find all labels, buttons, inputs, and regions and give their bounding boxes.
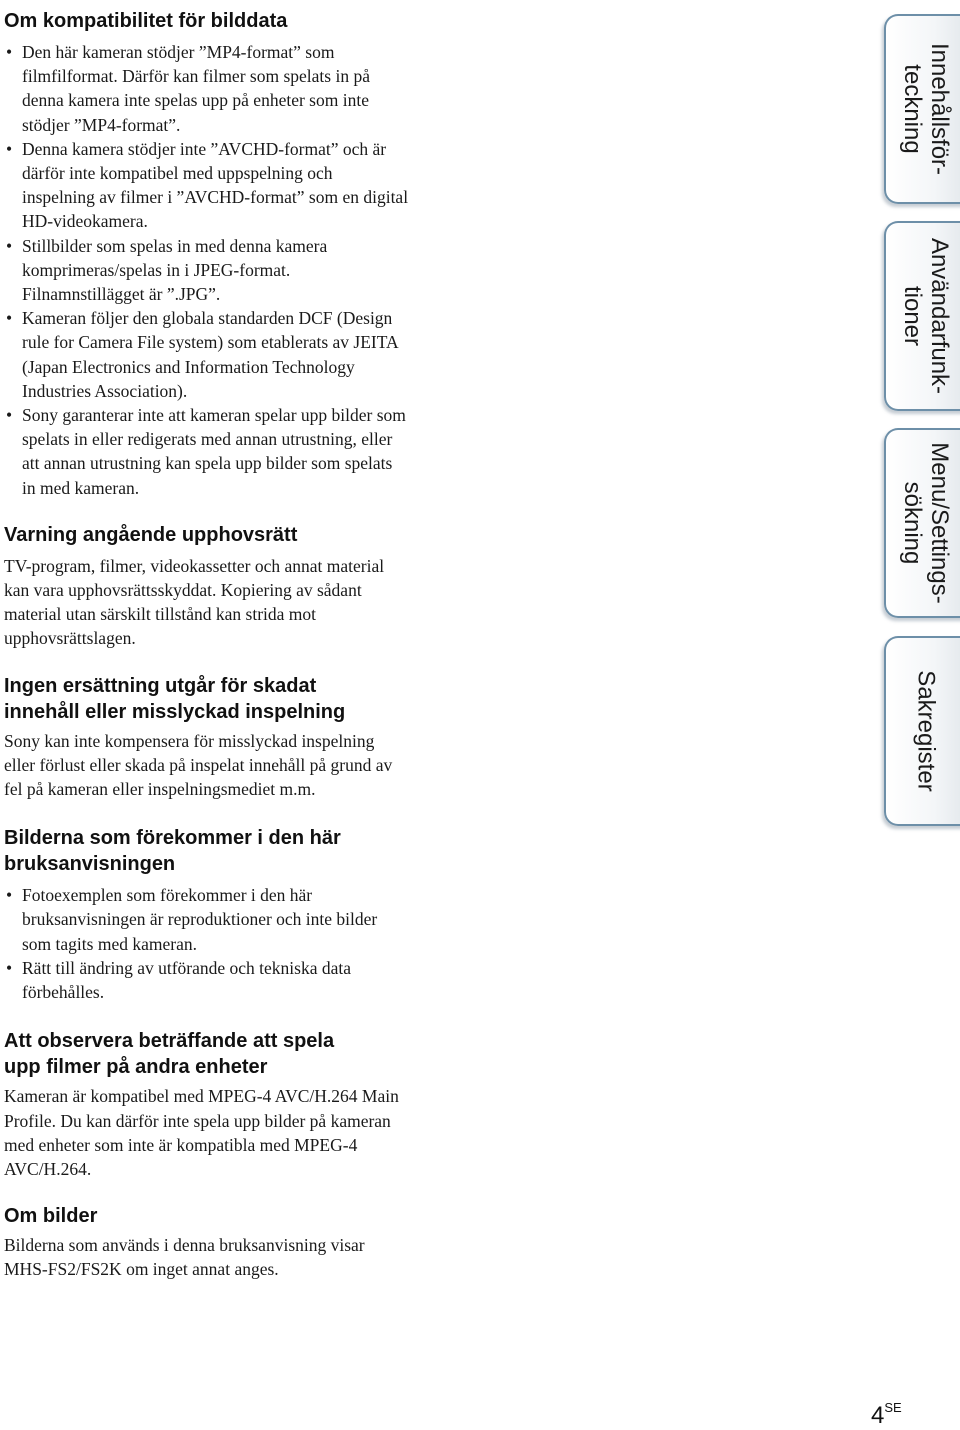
section-about-images xyxy=(4,1203,409,1281)
section-playback-other-devices xyxy=(4,1028,409,1181)
tab-label-line: sökning xyxy=(899,481,926,565)
section-heading: Om kompatibilitet för bilddata xyxy=(4,10,288,32)
tab-label-line: Sakregister xyxy=(912,670,940,792)
tab-label-line: Användarfunk- xyxy=(926,237,953,395)
section-body: TV-program, filmer, videokassetter och annat material kan vara upphovsrättsskyddat. Kopiering av sådant material utan särskilt tillstånd kan strida mot upphovsrättslagen. xyxy=(4,555,385,649)
main-content xyxy=(4,8,409,1282)
heading-line: Bilderna som förekommer i den här xyxy=(4,827,341,850)
list-item: • Fotoexemplen som förekommer i den här bruksanvisningen är reproduktioner och inte bilder som tagits med kameran. xyxy=(4,883,409,956)
tab-label-line: Innehållsför- xyxy=(926,42,953,176)
bullet-list xyxy=(4,883,409,1004)
tab-label xyxy=(899,238,953,394)
page-number-value: 4 xyxy=(871,1402,885,1429)
page-number-suffix: SE xyxy=(884,1400,902,1415)
section-body: Sony kan inte kompensera för misslyckad inspelning eller förlust eller skada på inspelat innehåll på grund av fel på kameran eller inspelningsmediet m.m. xyxy=(4,730,393,800)
page-number xyxy=(871,1402,902,1430)
section-compatibility xyxy=(4,8,409,500)
list-item: • Stillbilder som spelas in med denna kamera komprimeras/spelas in i JPEG-format. Filnamnstillägget är ”.JPG”. xyxy=(4,234,409,307)
list-item: • Sony garanterar inte att kameran spelar upp bilder som spelats in eller redigerats med annan utrustning, eller att annan utrustning kan spela upp bilder som spelats in med kameran. xyxy=(4,403,409,500)
heading-line: innehåll eller misslyckad inspelning xyxy=(4,700,346,723)
tab-label-line: teckning xyxy=(899,64,926,154)
section-body: Kameran är kompatibel med MPEG-4 AVC/H.264 Main Profile. Du kan därför inte spela upp bilder på kameran med enheter som inte är kompatibla med MPEG-4 AVC/H.264. xyxy=(4,1086,399,1179)
tab-label xyxy=(899,442,953,603)
tab-user-functions[interactable] xyxy=(884,221,960,411)
section-heading xyxy=(4,673,409,725)
section-no-compensation xyxy=(4,673,409,802)
tab-index[interactable] xyxy=(884,636,960,826)
section-heading: Om bilder xyxy=(4,1205,98,1228)
bullet-list xyxy=(4,40,409,500)
section-body: Bilderna som används i denna bruksanvisning visar MHS-FS2/FS2K om inget annat anges. xyxy=(4,1235,365,1280)
tab-label-line: Menu/Settings- xyxy=(926,442,953,604)
section-heading xyxy=(4,825,409,877)
list-item: • Den här kameran stödjer ”MP4-format” som filmfilformat. Därför kan filmer som spelats in på denna kamera inte spelas upp på enheter som inte stödjer ”MP4-format”. xyxy=(4,40,409,137)
list-item: • Kameran följer den globala standarden DCF (Design rule for Camera File system) som etablerats av JEITA (Japan Electronics and Information Technology Industries Association). xyxy=(4,306,409,403)
list-item: • Denna kamera stödjer inte ”AVCHD-format” och är därför inte kompatibel med uppspelning och inspelning av filmer i ”AVCHD-format” som en digital HD-videokamera. xyxy=(4,137,409,234)
heading-line: Ingen ersättning utgår för skadat xyxy=(4,674,317,697)
tab-label xyxy=(899,43,953,175)
heading-line: upp filmer på andra enheter xyxy=(4,1056,268,1079)
tab-menu-settings-search[interactable] xyxy=(884,428,960,618)
list-item: • Rätt till ändring av utförande och tekniska data förbehålles. xyxy=(4,956,409,1004)
heading-line: Att observera beträffande att spela xyxy=(4,1030,335,1053)
section-copyright xyxy=(4,522,409,651)
heading-line: bruksanvisningen xyxy=(4,853,176,876)
tab-label xyxy=(913,670,940,791)
section-images-in-manual xyxy=(4,825,409,1004)
tab-label-line: tioner xyxy=(899,285,926,347)
tab-table-of-contents[interactable] xyxy=(884,14,960,204)
section-heading xyxy=(4,1028,409,1080)
section-heading: Varning angående upphovsrätt xyxy=(4,523,298,546)
